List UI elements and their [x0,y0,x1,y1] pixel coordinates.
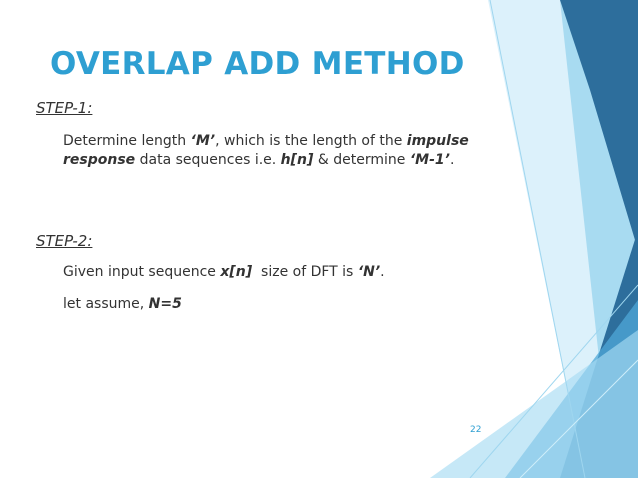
text-span: , which is the length of the [215,133,407,149]
step-1-text [63,132,469,170]
page-number: 22 [470,425,482,435]
variable-m-minus-1: ‘M-1’ [409,152,450,168]
emphasis-impulse: impulse [406,133,469,149]
text-span: size of DFT is [252,264,358,280]
emphasis-response: response [63,152,136,168]
variable-m: ‘M’ [190,133,216,149]
text-span: Given input sequence [63,264,221,280]
text-span: . [380,264,385,280]
step-1-line-1 [63,133,469,149]
text-span: & determine [313,152,410,168]
slide-title: OVERLAP ADD METHOD [50,46,465,82]
variable-hn: h[n] [280,152,314,168]
step-1-label: STEP-1: [36,99,93,117]
text-span: let assume, [63,296,149,312]
step-2-line-2 [63,295,182,314]
step-2-line-1 [63,263,385,282]
step-1-line-2 [63,152,454,168]
text-span: . [449,152,455,168]
text-span: Determine length [63,133,191,149]
step-2-label: STEP-2: [36,232,93,250]
variable-xn: x[n] [220,264,253,280]
text-span: data sequences i.e. [135,152,281,168]
variable-n-equals-5: N=5 [148,296,182,312]
variable-n: ‘N’ [357,264,381,280]
